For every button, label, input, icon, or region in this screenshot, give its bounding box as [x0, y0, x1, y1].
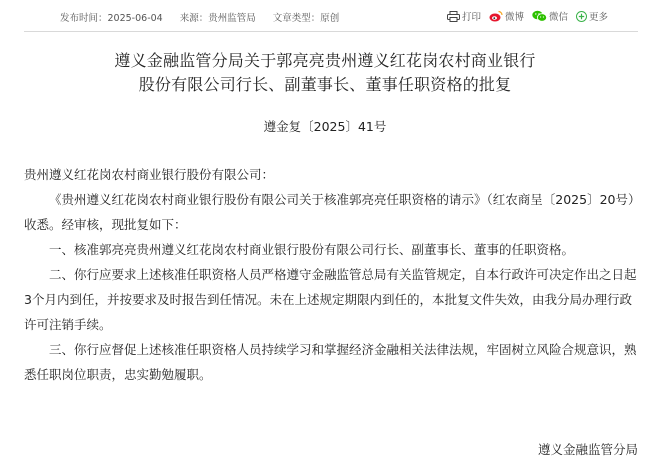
article-source: 来源：贵州监管局 — [179, 13, 256, 24]
wechat-icon — [532, 10, 547, 22]
paragraph-3 — [24, 262, 638, 337]
share-toolbar — [439, 9, 608, 23]
paragraph-1 — [24, 187, 638, 237]
document-title-line-1: 遵义金融监管分局关于郭亮亮贵州遵义红花岗农村商业银行 — [114, 51, 536, 70]
meta-info — [60, 10, 353, 24]
paragraph-1-text: 《贵州遵义红花岗农村商业银行股份有限公司关于核准郭亮亮任职资格的请示》（红农商呈〔2025〕20号）收悉。经审核，现批复如下： — [24, 192, 635, 232]
wechat-label: 微信 — [548, 12, 568, 23]
document-number: 遵金复〔2025〕41号 — [263, 119, 387, 134]
printer-icon — [447, 11, 460, 22]
issuer-signature: 遵义金融监管分局 — [537, 442, 638, 457]
article-type: 文章类型：原创 — [272, 13, 340, 24]
plus-circle-icon — [576, 11, 587, 22]
paragraph-4-text: 三、你行应督促上述核准任职资格人员持续学习和掌握经济金融相关法律法规，牢固树立风险合规意识，熟悉任职岗位职责，忠实勤勉履职。 — [24, 342, 637, 382]
more-share-button[interactable] — [576, 9, 608, 23]
salutation-text: 贵州遵义红花岗农村商业银行股份有限公司： — [24, 167, 275, 182]
more-label: 更多 — [588, 12, 608, 23]
paragraph-2 — [24, 237, 638, 262]
publish-time: 发布时间：2025-06-04 — [60, 13, 163, 24]
print-button[interactable] — [447, 9, 481, 23]
salutation — [24, 162, 638, 187]
article-meta-bar — [24, 0, 638, 32]
weibo-label: 微博 — [504, 12, 524, 23]
weibo-share-button[interactable] — [489, 9, 524, 23]
paragraph-4 — [24, 337, 638, 387]
wechat-share-button[interactable] — [532, 9, 568, 23]
document-title-line-2: 股份有限公司行长、副董事长、董事任职资格的批复 — [138, 75, 512, 94]
print-label: 打印 — [461, 12, 481, 23]
paragraph-3-text: 二、你行应要求上述核准任职资格人员严格遵守金融监管总局有关监管规定，自本行政许可决定作出之日起3个月内到任，并按要求及时报告到任情况。未在上述规定期限内到任的，本批复文件失效，由我分局办理行政许可注销手续。 — [24, 267, 637, 332]
paragraph-2-text: 一、核准郭亮亮贵州遵义红花岗农村商业银行股份有限公司行长、副董事长、董事的任职资格。 — [49, 242, 575, 257]
weibo-icon — [489, 10, 503, 22]
